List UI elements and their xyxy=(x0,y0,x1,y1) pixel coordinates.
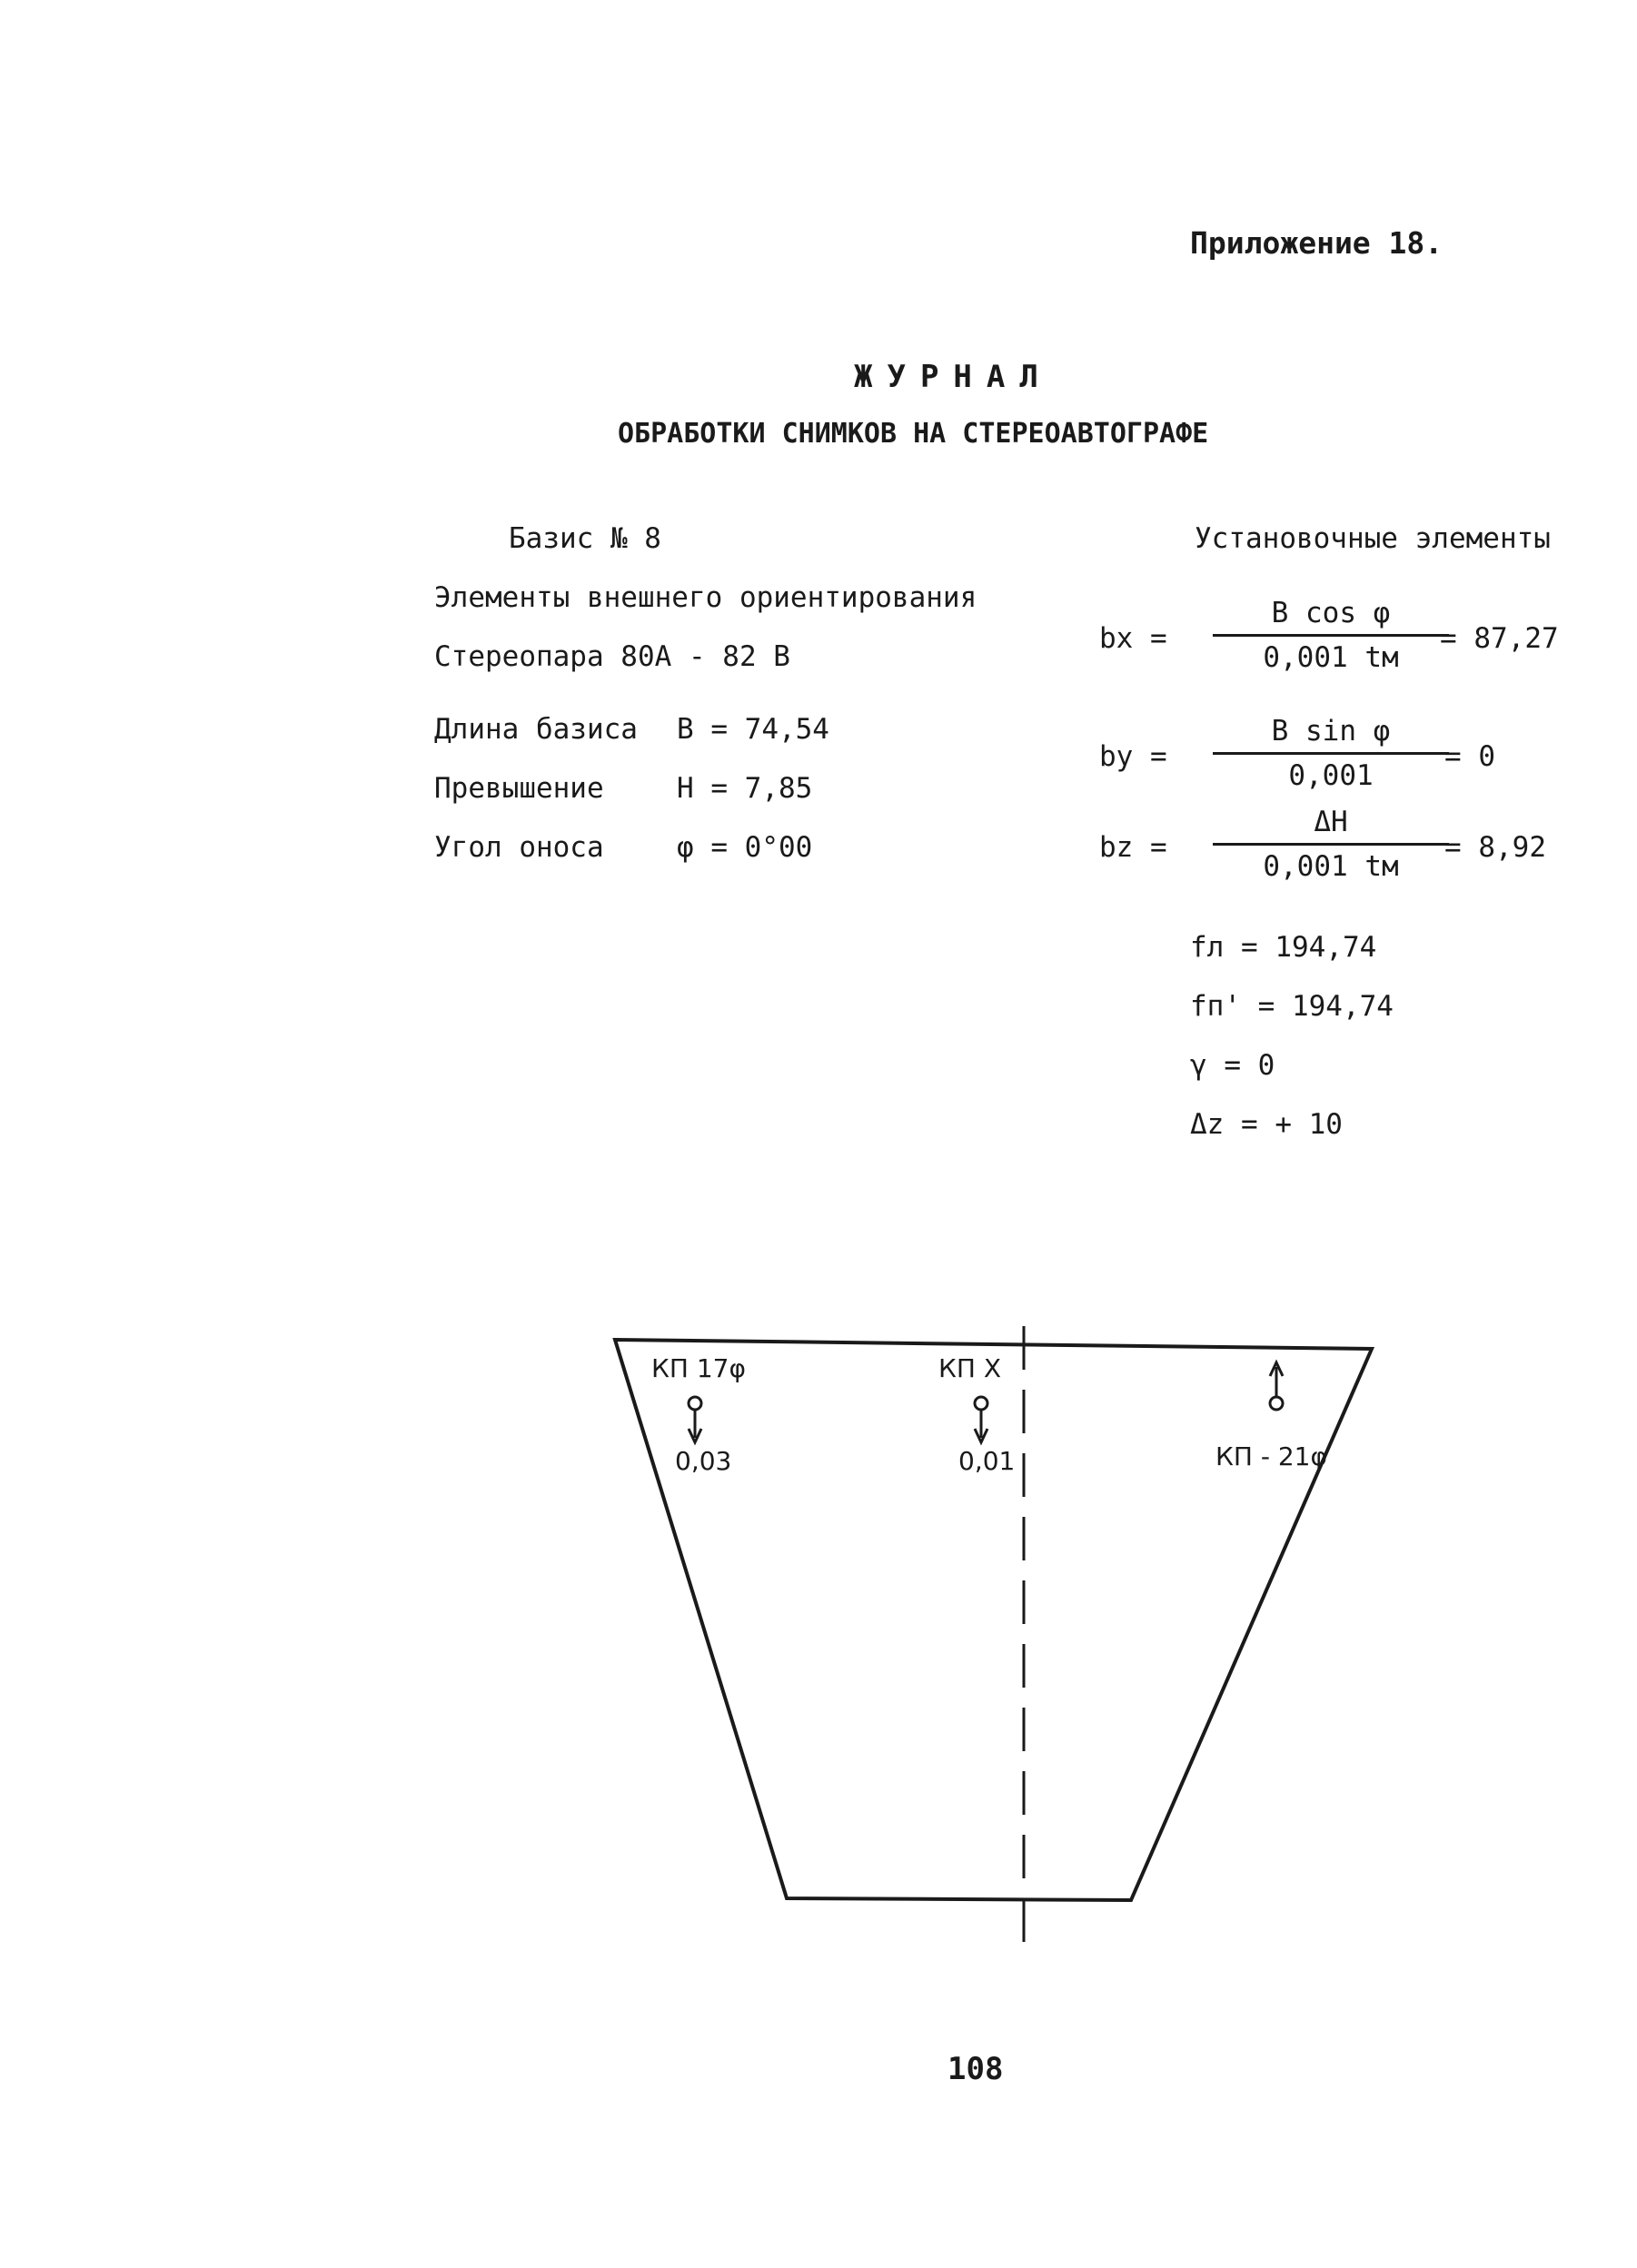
fp-value: fп' = 194,74 xyxy=(1190,990,1394,1023)
excess-label: Превышение xyxy=(434,772,604,805)
basis-number: Базис № 8 xyxy=(509,522,661,555)
by-lhs: bу = xyxy=(1099,740,1167,773)
control-point-mid-value: 0,01 xyxy=(958,1446,1016,1476)
bz-numerator: ΔH xyxy=(1314,806,1348,838)
orientation-elements-heading: Элементы внешнего ориентирования xyxy=(434,581,977,614)
bx-lhs: bx = xyxy=(1099,622,1167,655)
control-point-right-label: КП - 21φ xyxy=(1215,1441,1327,1471)
point-marker-icon xyxy=(1270,1397,1283,1410)
page-number: 108 xyxy=(947,2051,1004,2087)
by-result: = 0 xyxy=(1444,740,1495,773)
excess-value: H = 7,85 xyxy=(677,772,813,805)
bx-denominator: 0,001 tм xyxy=(1263,641,1399,674)
bz-denominator: 0,001 tм xyxy=(1263,850,1399,883)
basis-length-value: B = 74,54 xyxy=(677,713,829,746)
control-point-left-value: 0,03 xyxy=(675,1446,732,1476)
setup-elements-heading: Установочные элементы xyxy=(1195,522,1551,555)
by-numerator: B sin φ xyxy=(1271,715,1391,748)
by-denominator: 0,001 xyxy=(1288,759,1374,792)
page-title: ЖУРНАЛ xyxy=(854,359,1053,395)
bz-lhs: bz = xyxy=(1099,831,1167,864)
appendix-label: Приложение 18. xyxy=(1190,225,1444,261)
stereopair-label: Стереопара 80А - 82 В xyxy=(434,640,790,673)
point-marker-icon xyxy=(689,1397,701,1410)
dz-value: Δz = + 10 xyxy=(1190,1108,1343,1141)
bz-result: = 8,92 xyxy=(1444,831,1546,864)
angle-label: Угол оноса xyxy=(434,831,604,864)
point-marker-icon xyxy=(975,1397,987,1410)
bx-result: = 87,27 xyxy=(1440,622,1559,655)
fl-value: fл = 194,74 xyxy=(1190,931,1377,964)
basis-length-label: Длина базиса xyxy=(434,713,638,746)
gamma-value: γ = 0 xyxy=(1190,1049,1275,1082)
control-point-mid-label: КП X xyxy=(938,1353,1002,1383)
model-area-outline xyxy=(615,1340,1372,1900)
angle-value: φ = 0°00 xyxy=(677,831,813,864)
control-point-left-label: КП 17φ xyxy=(651,1353,746,1383)
bx-numerator: B cos φ xyxy=(1271,597,1391,629)
page-subtitle: ОБРАБОТКИ СНИМКОВ НА СТЕРЕОАВТОГРАФЕ xyxy=(618,418,1209,450)
